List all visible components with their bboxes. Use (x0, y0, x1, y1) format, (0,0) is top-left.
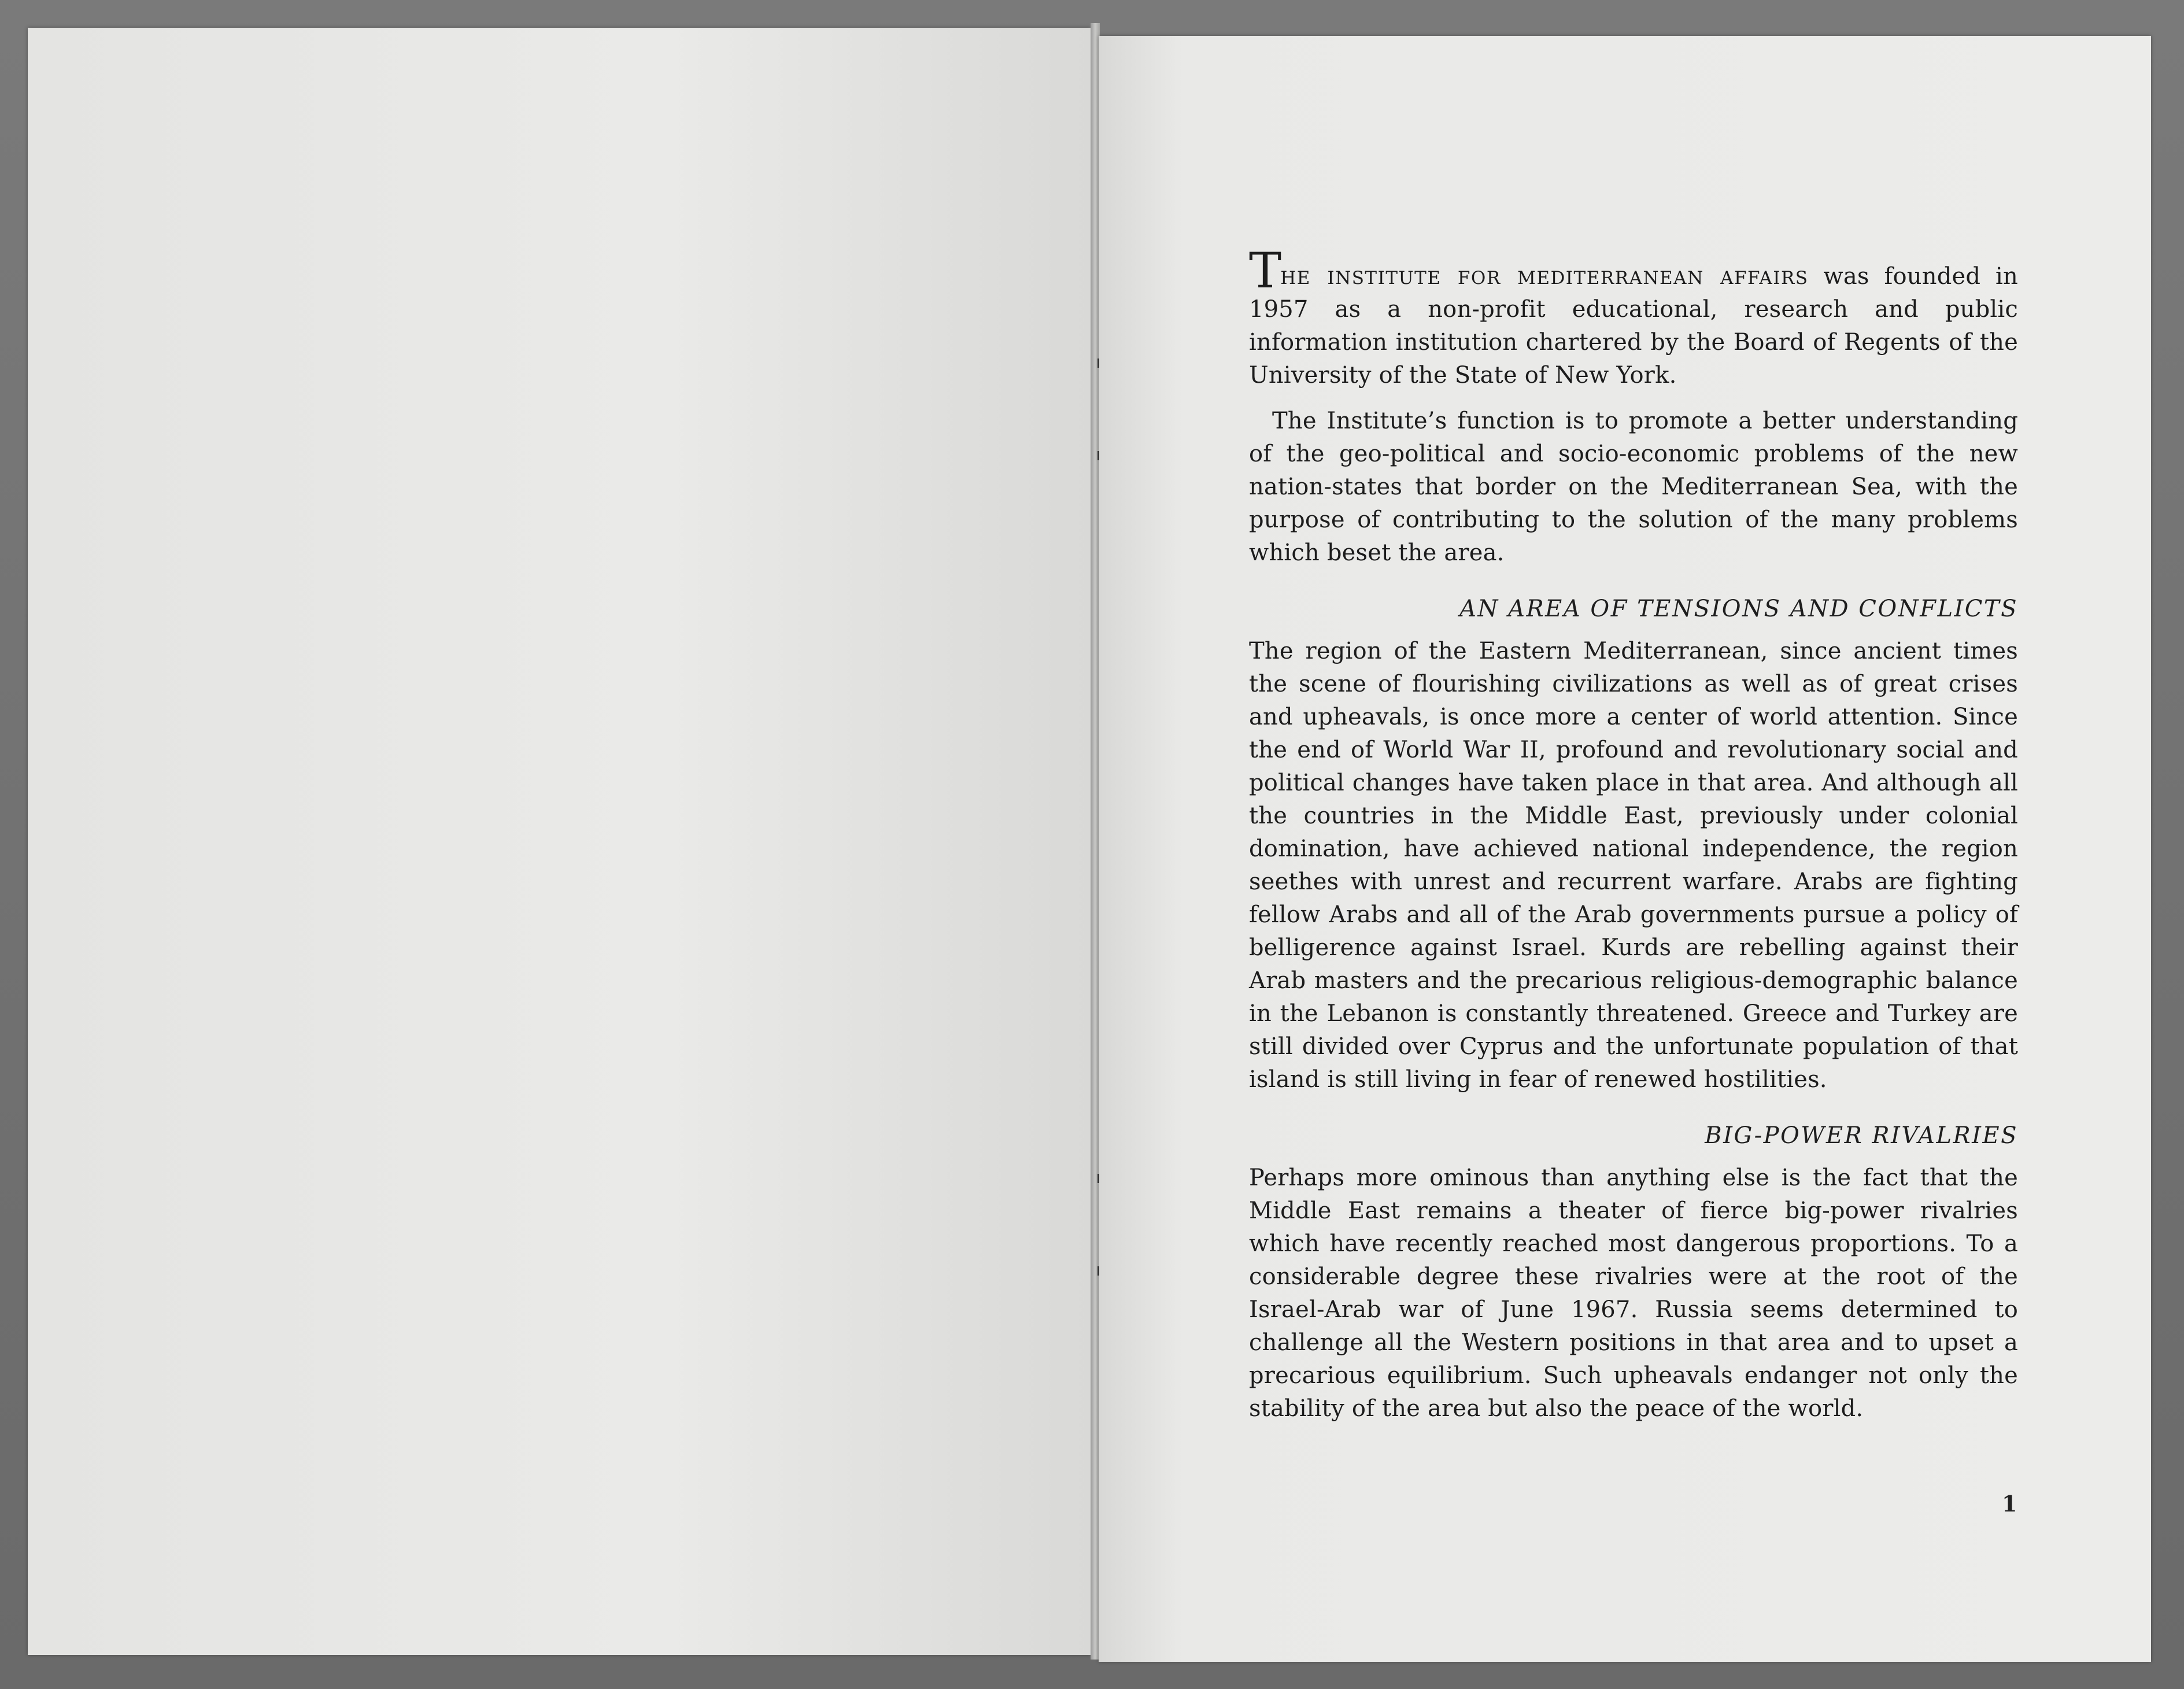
section-text-tensions: The region of the Eastern Mediterranean, since ancient times the scene of flourishing civilizations as well as of great crises and upheavals, is once more a center of world attention. Since the end of World War II, profound and revolutionary social and political changes have taken place in that area. And although all the countries in the Middle East, previously under colonial domination, have achieved national independence, the region seethes with unrest and recurrent warfare. Arabs are fighting fellow Arabs and all of the Arab governments pursue a policy of belligerence against Israel. Kurds are rebelling against their Arab masters and the precarious religious-demographic balance in the Lebanon is constantly threatened. Greece and Turkey are still divided over Cyprus and the unfortunate population of that island is still living in fear of renewed hostilities. (1249, 638, 2018, 1093)
intro-paragraph (1249, 242, 2018, 392)
article-text (1249, 242, 2018, 1425)
intro-text: was founded in 1957 as a non-profit educational, research and public information institution chartered by the Board of Regents of the University of the State of New York. (1249, 263, 2018, 389)
binding-mark (1097, 451, 1099, 460)
section-heading-tensions: AN AREA OF TENSIONS AND CONFLICTS (1459, 596, 2018, 622)
binding-mark (1097, 1174, 1099, 1183)
section-heading-rivalries: BIG-POWER RIVALRIES (1705, 1122, 2018, 1149)
function-paragraph: The Institute’s function is to promote a better understanding of the geo-political and socio-economic problems of the new nation-states that border on the Mediterranean Sea, with the purpose of contributing to the solution of the many problems which beset the area. (1249, 408, 2018, 566)
binding-mark (1097, 359, 1099, 368)
binding-mark (1097, 1266, 1099, 1276)
institute-name: he institute for mediterranean affairs (1280, 261, 1809, 290)
left-page-blank (28, 28, 1091, 1655)
drop-cap: T (1249, 242, 1282, 299)
page-number: 1 (2002, 1491, 2017, 1517)
section-text-rivalries: Perhaps more ominous than anything else is the fact that the Middle East remains a theater of fierce big-power rivalries which have recently reached most dangerous proportions. To a considerable degree these rivalries were at the root of the Israel-Arab war of June 1967. Russia seems determined to challenge all the Western positions in that area and to upset a precarious equilibrium. Such upheavals endanger not only the stability of the area but also the peace of the world. (1249, 1165, 2018, 1422)
